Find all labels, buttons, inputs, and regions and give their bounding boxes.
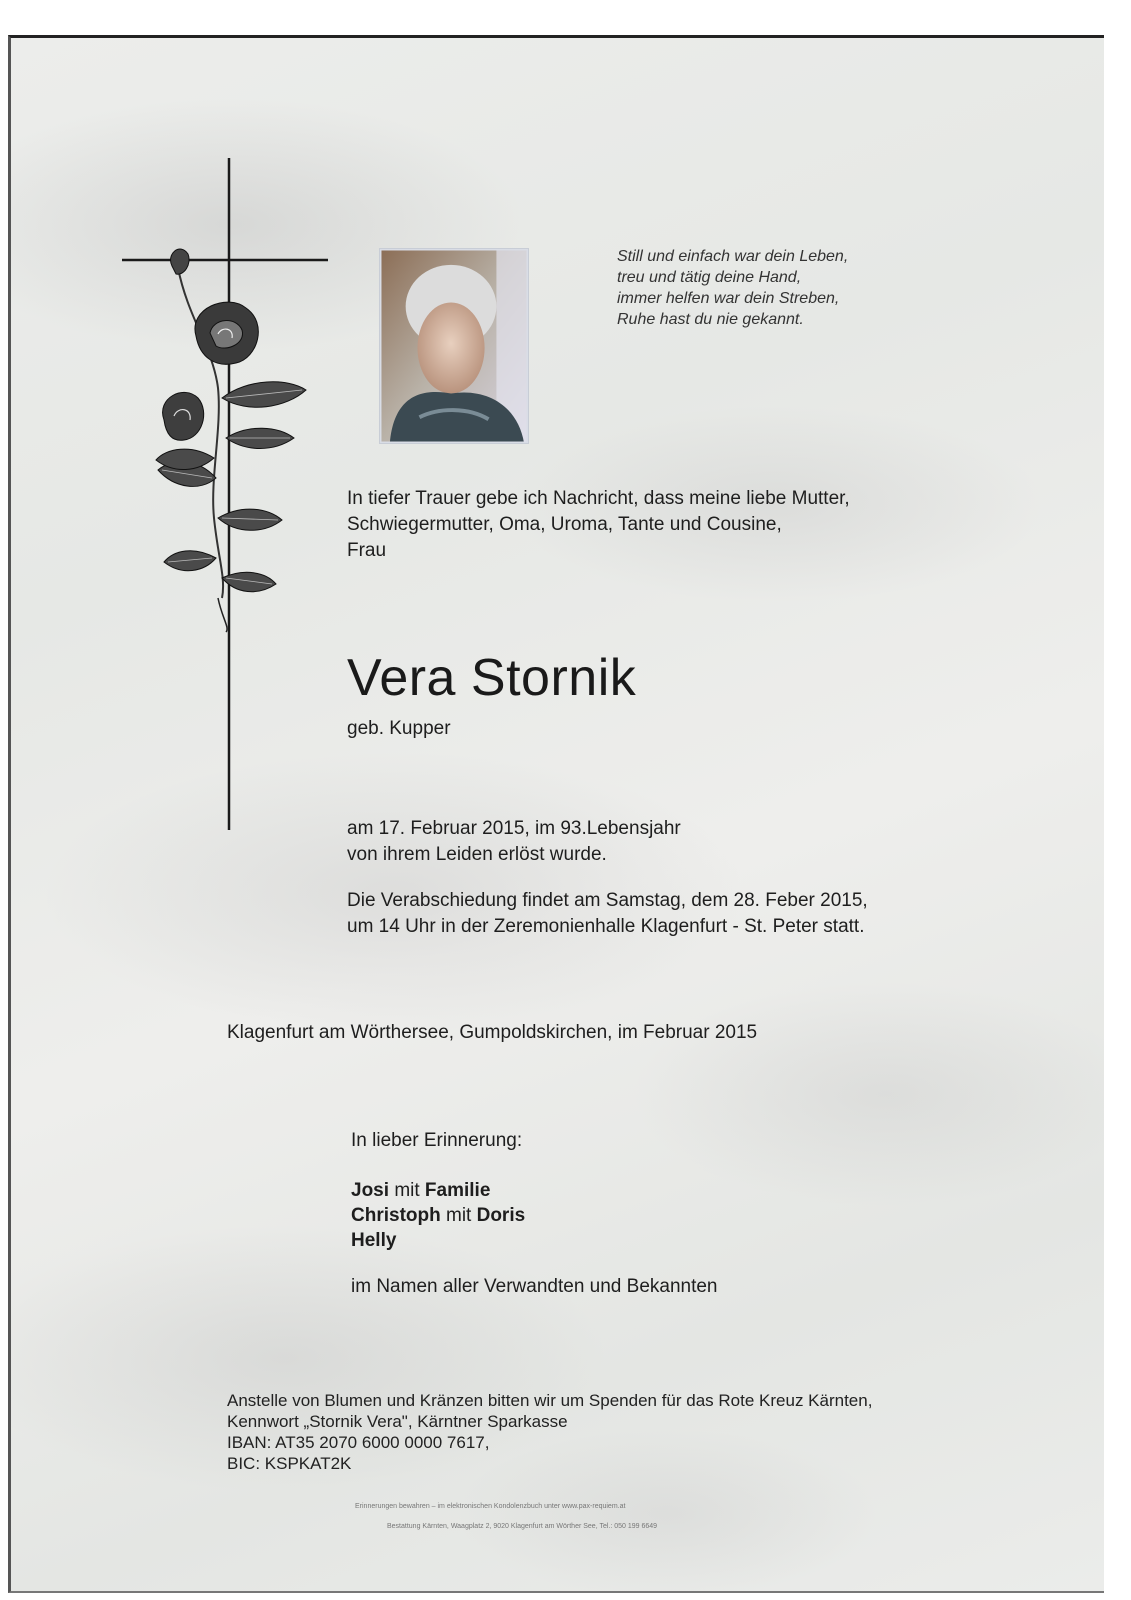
donation-line: Anstelle von Blumen und Kränzen bitten wir um Spenden für das Rote Kreuz Kärnten, [227, 1391, 873, 1410]
donation-line: IBAN: AT35 2070 6000 0000 7617, [227, 1433, 490, 1452]
mourners-list [351, 1178, 525, 1253]
mourner-entry [351, 1178, 525, 1203]
memory-heading: In lieber Erinnerung: [351, 1130, 523, 1151]
mourner-joiner: mit [446, 1205, 472, 1226]
mourner-entry [351, 1203, 525, 1228]
deceased-name: Vera Stornik [347, 649, 637, 707]
intro-line: Frau [347, 540, 387, 561]
mourner-name: Josi [351, 1180, 390, 1201]
donation-line: BIC: KSPKAT2K [227, 1454, 352, 1473]
mourner-name: Christoph [351, 1205, 441, 1226]
mourner-with: Doris [476, 1205, 526, 1226]
donation-line: Kennwort „Stornik Vera", Kärntner Sparkasse [227, 1412, 568, 1431]
mourner-name: Helly [351, 1230, 397, 1251]
ceremony-line: Die Verabschiedung findet am Samstag, dem 28. Feber 2015, [347, 890, 868, 911]
footer-funeral-home: Bestattung Kärnten, Waagplatz 2, 9020 Klagenfurt am Wörther See, Tel.: 050 199 6649 [387, 1523, 658, 1530]
announcement-intro [347, 486, 850, 564]
intro-line: In tiefer Trauer gebe ich Nachricht, dass meine liebe Mutter, [347, 488, 850, 509]
poem [617, 246, 848, 330]
mourner-joiner: mit [394, 1180, 420, 1201]
deceased-portrait [379, 248, 529, 444]
cross-with-rose-icon [118, 158, 328, 838]
mourner-entry [351, 1228, 525, 1253]
poem-line: Still und einfach war dein Leben, [617, 248, 849, 265]
on-behalf-line: im Namen aller Verwandten und Bekannten [351, 1276, 718, 1297]
death-info [347, 816, 681, 868]
death-info-line: von ihrem Leiden erlöst wurde. [347, 844, 607, 865]
obituary-notice [8, 35, 1104, 1593]
ceremony-line: um 14 Uhr in der Zeremonienhalle Klagenfurt - St. Peter statt. [347, 916, 865, 937]
donation-request [227, 1390, 872, 1474]
death-info-line: am 17. Februar 2015, im 93.Lebensjahr [347, 818, 681, 839]
intro-line: Schwiegermutter, Oma, Uroma, Tante und Cousine, [347, 514, 782, 535]
poem-line: treu und tätig deine Hand, [617, 269, 802, 286]
poem-line: immer helfen war dein Streben, [617, 290, 840, 307]
place-and-date: Klagenfurt am Wörthersee, Gumpoldskirchen, im Februar 2015 [227, 1022, 758, 1043]
maiden-name: geb. Kupper [347, 718, 451, 739]
ceremony-info [347, 888, 868, 940]
mourner-with: Familie [424, 1180, 491, 1201]
poem-line: Ruhe hast du nie gekannt. [617, 311, 804, 328]
footer-condolence-note: Erinnerungen bewahren – im elektronischen Kondolenzbuch unter www.pax-requiem.at [355, 1503, 626, 1510]
